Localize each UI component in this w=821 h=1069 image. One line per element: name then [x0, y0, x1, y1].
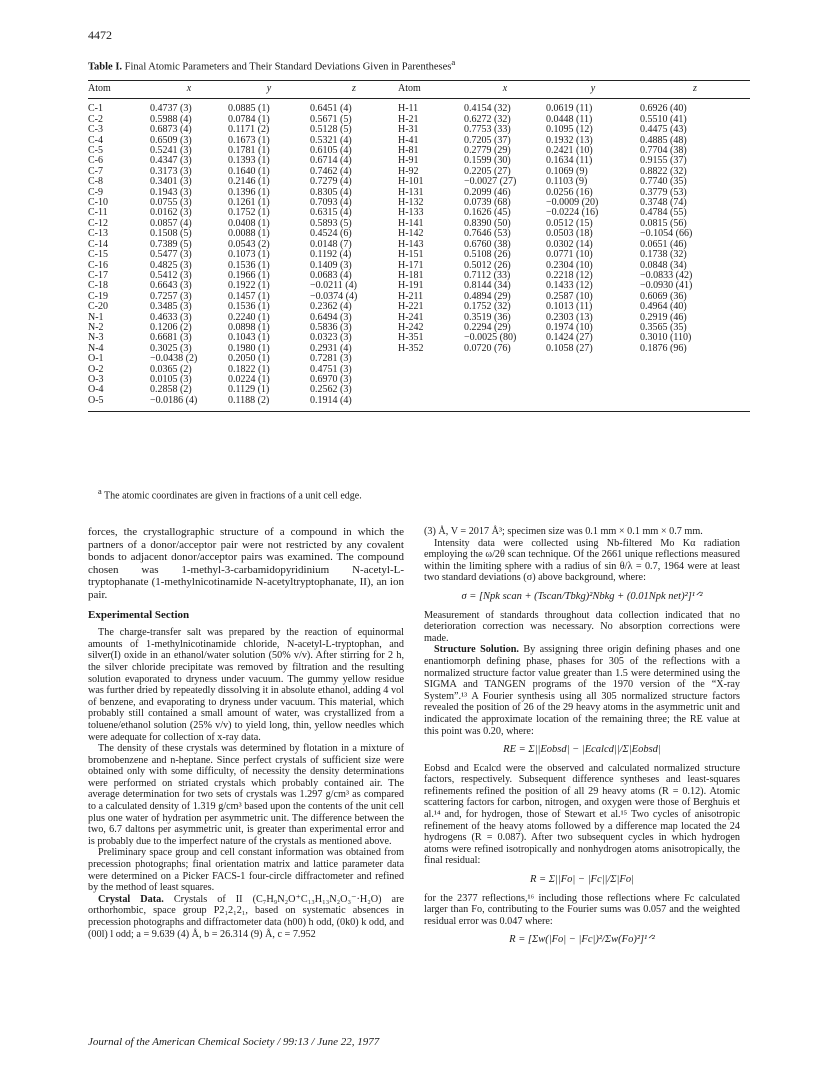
cell-atom: O-3	[88, 373, 104, 385]
cell-x-2: 0.7646 (53)	[464, 228, 511, 240]
cell-z-2: 0.1738 (32)	[640, 249, 687, 261]
cell-z-2	[640, 385, 750, 395]
cell-y: 0.1393 (1)	[228, 155, 270, 167]
cell-x-2	[464, 365, 546, 375]
cell-x-2: 0.7112 (33)	[464, 269, 511, 281]
cell-atom: O-2	[88, 363, 104, 375]
cell-y-2: 0.2421 (10)	[546, 145, 593, 157]
header-y: y	[228, 81, 310, 99]
cell-atom-2: H-21	[398, 113, 419, 125]
cell-atom: N-4	[88, 342, 104, 354]
table-row	[88, 99, 750, 115]
cell-z-2: 0.7740 (35)	[640, 176, 687, 188]
cell-y-2: 0.0503 (18)	[546, 228, 593, 240]
cell-y-2: 0.1424 (27)	[546, 332, 593, 344]
table-row	[88, 250, 750, 260]
cell-atom: O-5	[88, 396, 150, 412]
cell-atom-2: H-31	[398, 124, 419, 136]
cell-atom-2: H-141	[398, 217, 424, 229]
cell-x-2: −0.0025 (80)	[464, 332, 517, 344]
cell-x: 0.3025 (3)	[150, 342, 192, 354]
section-heading: Experimental Section	[88, 608, 190, 621]
cell-x-2: 0.2205 (27)	[464, 165, 511, 177]
cell-y: 0.1922 (1)	[228, 280, 270, 292]
cell-x-2: 0.7205 (37)	[464, 134, 511, 146]
cell-atom-2: H-142	[398, 228, 424, 240]
cell-z-2	[640, 396, 750, 412]
cell-z: 0.7462 (4)	[310, 165, 352, 177]
cell-y: 0.1781 (1)	[228, 145, 270, 157]
cell-y: 0.1171 (2)	[228, 124, 270, 136]
refinement-paragraph: Eobsd and Ecalcd were the observed and calculated normalized structure factors, respectively. Subsequent difference syntheses and least-squares refinements refined the position of all 29 heavy atoms (R = 0.12). Atomic scattering factors for carbon, nitrogen, and oxygen were those of Berghuis et al.¹⁴ and, for hydrogen, those of Stewart et al.¹⁵ Two cycles of anisotropic refinement of the heavy atoms followed by a difference map located the 24 hydrogens (R = 0.087). After two subsequent cycles in which hydrogen atoms were refined isotropically and nonhydrogen atoms anisotropically, the final residual:	[424, 762, 740, 867]
cell-y: 0.0898 (1)	[228, 321, 270, 333]
header-atom-2: Atom	[398, 81, 464, 99]
cell-y-2: 0.1634 (11)	[546, 155, 593, 167]
cell-z: 0.1192 (4)	[310, 249, 352, 261]
cell-x-2: 0.6760 (38)	[464, 238, 511, 250]
cell-z: 0.5128 (5)	[310, 124, 352, 136]
cell-x: 0.5241 (3)	[150, 145, 192, 157]
cell-z-2: 0.3748 (74)	[640, 197, 687, 209]
cell-z: 0.1409 (3)	[310, 259, 352, 271]
cell-y-2: 0.0256 (16)	[546, 186, 593, 198]
cell-z: 0.6315 (4)	[310, 207, 352, 219]
cell-atom: C-3	[88, 124, 103, 136]
residual-paragraph: for the 2377 reflections,¹⁶ including those reflections where Fc calculated larger than Fo, contributing to the Fourier sums was 0.057 and the weighted residual error was 0.047 where:	[424, 892, 740, 927]
cell-x-2: 0.8390 (50)	[464, 217, 511, 229]
cell-z-2: 0.4784 (55)	[640, 207, 687, 219]
structure-solution-text: By assigning three origin defining phases and one enantiomorph defining phase, phases for 305 of the reflections with a normalized structure factor value greater than 1.5 were determined using the SIGMA and TANGEN programs of the 1970 version of the “X-ray System”.¹³ A Fourier synthesis using all 305 normalized structure factors revealed the position of 26 of the 29 heavy atoms in the asymmetric unit and indicated the approximate location of the remaining three; the RE value at this point was 0.20, where:	[424, 644, 740, 737]
cell-atom-2	[398, 385, 464, 395]
space-group-paragraph: Preliminary space group and cell constant information was obtained from precession photographs; final orientation matrix and lattice parameter data were determined on a Picker FACS-1 four-circle diffractometer and refined by the method of least squares.	[88, 847, 404, 894]
cell-atom-2: H-92	[398, 165, 419, 177]
cell-atom: C-13	[88, 228, 108, 240]
table-caption	[88, 57, 748, 73]
cell-x-2	[464, 396, 546, 412]
cell-x-2: 0.7753 (33)	[464, 124, 511, 136]
cell-y-2: 0.1932 (13)	[546, 134, 593, 146]
cell-y: 0.0408 (1)	[228, 217, 270, 229]
cell-y: 0.1752 (1)	[228, 207, 270, 219]
cell-z: 0.4524 (6)	[310, 228, 352, 240]
cell-atom: C-16	[88, 259, 108, 271]
cell-atom-2: H-81	[398, 145, 419, 157]
cell-atom-2: H-143	[398, 238, 424, 250]
cell-z: 0.2362 (4)	[310, 301, 352, 313]
atomic-parameters-table	[88, 80, 750, 412]
cell-x: 0.2858 (2)	[150, 384, 192, 396]
structure-solution-paragraph	[424, 644, 740, 737]
cell-x: 0.0857 (4)	[150, 217, 192, 229]
cell-y: 0.0543 (2)	[228, 238, 270, 250]
cell-atom: C-10	[88, 197, 108, 209]
cell-x: 0.1206 (2)	[150, 321, 192, 333]
cell-z-2: 0.3779 (53)	[640, 186, 687, 198]
cell-z-2: −0.0833 (42)	[640, 269, 693, 281]
cell-z: −0.0211 (4)	[310, 280, 357, 292]
cell-z: 0.5893 (5)	[310, 217, 352, 229]
cell-z: 0.2931 (4)	[310, 342, 352, 354]
cell-z: 0.5671 (5)	[310, 113, 352, 125]
cell-y-2: −0.0224 (16)	[546, 207, 599, 219]
cell-atom: C-2	[88, 113, 103, 125]
cell-x: 0.6509 (3)	[150, 134, 192, 146]
cell-y-2	[546, 385, 640, 395]
cell-x-2: 0.2779 (29)	[464, 145, 511, 157]
cell-x: 0.7389 (5)	[150, 238, 192, 250]
cell-y: 0.1188 (2)	[228, 396, 310, 412]
cell-x: 0.1508 (5)	[150, 228, 192, 240]
cell-z-2	[640, 375, 750, 385]
cell-z-2: 0.6069 (36)	[640, 290, 687, 302]
cell-y-2	[546, 354, 640, 364]
weighted-r-equation: R = [Σw(|Fo| − |Fc|)²/Σw(Fo)²]¹ᐟ²	[509, 934, 655, 946]
re-equation: RE = Σ||Eobsd| − |Ecalcd||/Σ|Eobsd|	[503, 744, 661, 756]
cell-x-2: 0.4894 (29)	[464, 290, 511, 302]
cell-x-2: 0.1626 (45)	[464, 207, 511, 219]
cell-x-2: 0.5108 (26)	[464, 249, 511, 261]
cell-atom: C-9	[88, 186, 103, 198]
table-footnote	[98, 487, 362, 501]
cell-z: 0.4751 (3)	[310, 363, 352, 375]
cell-z: 0.0683 (4)	[310, 269, 352, 281]
crystal-data-runin: Crystal Data.	[98, 893, 164, 905]
cell-atom-2: H-151	[398, 249, 424, 261]
cell-z-2: 0.7704 (38)	[640, 145, 687, 157]
cell-x-2: 0.1752 (32)	[464, 301, 511, 313]
cell-atom: C-4	[88, 134, 103, 146]
cell-atom-2: H-191	[398, 280, 424, 292]
cell-atom: C-20	[88, 301, 108, 313]
cell-y-2: 0.2303 (13)	[546, 311, 593, 323]
cell-y-2: 0.0771 (10)	[546, 249, 593, 261]
header-z: z	[310, 81, 398, 99]
cell-atom-2: H-242	[398, 321, 424, 333]
cell-atom: C-7	[88, 165, 103, 177]
cell-y: 0.0885 (1)	[228, 103, 270, 115]
cell-x-2: 0.0739 (68)	[464, 197, 511, 209]
cell-z-2	[640, 354, 750, 364]
cell-y: 0.1129 (1)	[228, 384, 270, 396]
cell-atom: C-15	[88, 249, 108, 261]
preparation-paragraph: The charge-transfer salt was prepared by the reaction of equinormal amounts of 1-methylnicotinamide chloride, N-acetyl-L-tryptophan, and silver(I) oxide in an ethanol/water solution (50% v/v). After stirring for 2 h, the silver chloride precipitate was removed by filtration and the resulting solution evaporated to dryness under vacuum. The gummy yellow residue was further dried by repeatedly dissolving it in absolute ethanol, adding 4 vol of benzene, and evaporating to dryness under vacuum. This material, which probably still contained a small amount of water, was crystallized from a toluene/ethanol solution (25% v/v) to yield long, thin, yellow needles which were adequate for collection of x-ray data.	[88, 627, 404, 743]
cell-atom: O-1	[88, 353, 104, 365]
intro-paragraph: forces, the crystallographic structure of a compound in which the partners of a donor/acceptor pair were not restricted by any covalent bonds to adjacent donor/acceptor pairs was examined. The compound chosen was 1-methyl-3-carbamidopyridinium N-acetyl-L-tryptophanate (1-methylnicotinamide N-acetyltryptophanate, II), an ion pair.	[88, 526, 404, 601]
cell-atom-2: H-11	[398, 103, 419, 115]
cell-atom-2: H-241	[398, 311, 424, 323]
cell-volume-paragraph: (3) Å, V = 2017 Å³; specimen size was 0.1 mm × 0.1 mm × 0.7 mm.	[424, 526, 703, 537]
cell-z-2: 0.0848 (34)	[640, 259, 687, 271]
cell-y-2: 0.0302 (14)	[546, 238, 593, 250]
cell-y-2: 0.1095 (12)	[546, 124, 593, 136]
crystal-data-text: Crystals of II (C₇H₉N₂O⁺C₁₃H₁₃N₂O₃⁻·H₂O) are orthorhombic, space group P2₁2₁2₁, based on systematic absences in precession photographs and diffractometer data (h00) h odd, (0k0) k odd, and (00l) l odd; a = 9.639 (4) Å, b = 26.314 (9) Å, c = 7.952	[88, 893, 404, 940]
table-caption-text: Final Atomic Parameters and Their Standard Deviations Given in Parentheses	[124, 61, 452, 73]
cell-z-2: 0.0651 (46)	[640, 238, 687, 250]
cell-y: 0.1043 (1)	[228, 332, 270, 344]
cell-x-2	[464, 375, 546, 385]
cell-x: 0.5412 (3)	[150, 269, 192, 281]
cell-x: 0.5477 (3)	[150, 249, 192, 261]
cell-x: 0.0365 (2)	[150, 363, 192, 375]
cell-y-2: 0.1069 (9)	[546, 165, 588, 177]
cell-atom: C-17	[88, 269, 108, 281]
cell-atom: N-1	[88, 311, 104, 323]
cell-atom: O-4	[88, 384, 104, 396]
cell-z-2: 0.0815 (56)	[640, 217, 687, 229]
cell-z: −0.0374 (4)	[310, 290, 358, 302]
cell-x-2: 0.2099 (46)	[464, 186, 511, 198]
cell-y-2: 0.1974 (10)	[546, 321, 593, 333]
table-row	[88, 396, 750, 412]
cell-atom-2	[398, 396, 464, 412]
header-atom: Atom	[88, 81, 150, 99]
cell-atom-2	[398, 365, 464, 375]
cell-x: 0.4825 (3)	[150, 259, 192, 271]
structure-solution-runin: Structure Solution.	[434, 644, 519, 656]
cell-atom: C-14	[88, 238, 108, 250]
cell-atom-2: H-91	[398, 155, 419, 167]
cell-z: 0.8305 (4)	[310, 186, 352, 198]
cell-z: 0.0323 (3)	[310, 332, 352, 344]
left-column	[88, 526, 404, 940]
cell-y-2: 0.0619 (11)	[546, 103, 593, 115]
cell-z: 0.6105 (4)	[310, 145, 352, 157]
cell-y-2: 0.0448 (11)	[546, 113, 593, 125]
footnote-text: The atomic coordinates are given in fractions of a unit cell edge.	[104, 490, 362, 502]
cell-z: 0.1914 (4)	[310, 396, 398, 412]
cell-atom: C-19	[88, 290, 108, 302]
header-x: x	[150, 81, 228, 99]
cell-x-2: 0.8144 (34)	[464, 280, 511, 292]
table-body	[88, 99, 750, 412]
cell-y: 0.1966 (1)	[228, 269, 270, 281]
cell-atom-2	[398, 375, 464, 385]
table-header-row	[88, 81, 750, 99]
cell-z-2: 0.9155 (37)	[640, 155, 687, 167]
header-z-2: z	[640, 81, 750, 99]
cell-x: 0.3401 (3)	[150, 176, 192, 188]
cell-y-2: 0.2587 (10)	[546, 290, 593, 302]
cell-x: 0.3173 (3)	[150, 165, 192, 177]
cell-z-2: −0.1054 (66)	[640, 228, 693, 240]
cell-atom: C-12	[88, 217, 108, 229]
cell-atom: C-11	[88, 207, 108, 219]
table-caption-label: Table I.	[88, 61, 123, 73]
cell-y: 0.1980 (1)	[228, 342, 270, 354]
cell-atom-2: H-211	[398, 290, 424, 302]
cell-x: −0.0186 (4)	[150, 396, 228, 412]
cell-x-2	[464, 385, 546, 395]
cell-y-2: 0.1103 (9)	[546, 176, 588, 188]
cell-atom-2: H-101	[398, 176, 424, 188]
cell-x: 0.6873 (4)	[150, 124, 192, 136]
cell-z-2: 0.4964 (40)	[640, 301, 687, 313]
cell-atom-2	[398, 354, 464, 364]
cell-y: 0.1261 (1)	[228, 197, 270, 209]
cell-z: 0.7279 (4)	[310, 176, 352, 188]
cell-z-2: −0.0930 (41)	[640, 280, 693, 292]
cell-x-2: 0.4154 (32)	[464, 103, 511, 115]
cell-x: 0.5988 (4)	[150, 113, 192, 125]
cell-x: 0.3485 (3)	[150, 301, 192, 313]
cell-y-2: 0.1013 (11)	[546, 301, 593, 313]
cell-x: 0.0755 (3)	[150, 197, 192, 209]
cell-y: 0.1073 (1)	[228, 249, 270, 261]
table-row	[88, 302, 750, 312]
cell-x-2: 0.6272 (32)	[464, 113, 511, 125]
cell-atom-2: H-131	[398, 186, 424, 198]
cell-x-2: 0.1599 (30)	[464, 155, 511, 167]
cell-y-2: 0.1058 (27)	[546, 342, 593, 354]
cell-y: 0.0224 (1)	[228, 373, 270, 385]
measurement-paragraph: Measurement of standards throughout data collection indicated that no deterioration correction was necessary. No absorption corrections were made.	[424, 609, 740, 644]
cell-z-2: 0.5510 (41)	[640, 113, 687, 125]
right-column	[424, 526, 740, 953]
cell-atom: C-6	[88, 155, 103, 167]
cell-atom-2: H-351	[398, 332, 424, 344]
cell-x: 0.4347 (3)	[150, 155, 192, 167]
sigma-equation: σ = [Npk scan + (Tscan/Tbkg)²Nbkg + (0.01Npk net)²]¹ᐟ²	[461, 590, 703, 602]
cell-atom-2: H-221	[398, 301, 424, 313]
cell-z-2: 0.4475 (43)	[640, 124, 687, 136]
cell-y-2: 0.2218 (12)	[546, 269, 593, 281]
cell-x: 0.4737 (3)	[150, 103, 192, 115]
cell-y: 0.1673 (1)	[228, 134, 270, 146]
journal-footer: Journal of the American Chemical Society / 99:13 / June 22, 1977	[88, 1036, 380, 1048]
cell-y: 0.1536 (1)	[228, 259, 270, 271]
crystal-data-paragraph	[88, 894, 404, 940]
cell-z: 0.0148 (7)	[310, 238, 352, 250]
cell-x-2: 0.5012 (26)	[464, 259, 511, 271]
cell-atom: C-8	[88, 176, 103, 188]
cell-x-2: −0.0027 (27)	[464, 176, 517, 188]
cell-atom-2: H-133	[398, 207, 424, 219]
cell-y: 0.2050 (1)	[228, 353, 270, 365]
cell-z: 0.6970 (3)	[310, 373, 352, 385]
footnote-mark: a	[98, 487, 102, 496]
cell-z: 0.7281 (3)	[310, 353, 352, 365]
page-number: 4472	[88, 28, 112, 42]
cell-x-2: 0.3519 (36)	[464, 311, 511, 323]
cell-x-2: 0.0720 (76)	[464, 342, 511, 354]
intensity-paragraph: Intensity data were collected using Nb-filtered Mo Kα radiation employing the ω/2θ scan technique. Of the 2661 unique reflections measured within the limiting sphere with a radius of sin θ/λ = 0.7, 1964 were at least two standard deviations (σ) above background, where:	[424, 537, 740, 584]
cell-x: 0.0105 (3)	[150, 373, 192, 385]
cell-y-2: 0.1433 (12)	[546, 280, 593, 292]
cell-y-2: 0.2304 (10)	[546, 259, 593, 271]
cell-atom-2: H-352	[398, 342, 424, 354]
cell-x: 0.1943 (3)	[150, 186, 192, 198]
cell-atom: N-2	[88, 321, 104, 333]
cell-y: 0.0088 (1)	[228, 228, 270, 240]
cell-atom-2: H-41	[398, 134, 419, 146]
cell-y-2	[546, 375, 640, 385]
cell-atom: C-5	[88, 145, 103, 157]
density-paragraph: The density of these crystals was determined by flotation in a mixture of bromobenzene and n-heptane. Since perfect crystals of sufficient size were obtained only with some difficulty, of necessity the density determinations were performed on striated crystals which probably contained air. The average determination for two sets of crystals was 1.297 g/cm³ as compared to a calculated density of 1.319 g/cm³ based upon the contents of the unit cell plus one water of hydration per asymmetric unit. The difference between the two, 6.7 daltons per asymmetric unit, is greater than experimental error and is probably due to the imperfect nature of the crystals as mentioned above.	[88, 743, 404, 847]
cell-y-2: 0.0512 (15)	[546, 217, 593, 229]
cell-atom: C-1	[88, 103, 103, 115]
cell-y: 0.1457 (1)	[228, 290, 270, 302]
cell-z: 0.6451 (4)	[310, 103, 352, 115]
cell-y-2	[546, 365, 640, 375]
table-row	[88, 354, 750, 364]
cell-x: 0.6681 (3)	[150, 332, 192, 344]
cell-x-2	[464, 354, 546, 364]
cell-y: 0.2240 (1)	[228, 311, 270, 323]
cell-y-2: −0.0009 (20)	[546, 197, 599, 209]
cell-x: 0.0162 (3)	[150, 207, 192, 219]
cell-atom-2: H-132	[398, 197, 424, 209]
table-caption-mark: a	[451, 57, 456, 67]
cell-x-2: 0.2294 (29)	[464, 321, 511, 333]
cell-z: 0.7093 (4)	[310, 197, 352, 209]
cell-z: 0.6714 (4)	[310, 155, 352, 167]
cell-z-2: 0.1876 (96)	[640, 342, 687, 354]
cell-y: 0.0784 (1)	[228, 113, 270, 125]
cell-x: 0.7257 (3)	[150, 290, 192, 302]
cell-x: −0.0438 (2)	[150, 353, 198, 365]
cell-y: 0.1396 (1)	[228, 186, 270, 198]
header-x-2: x	[464, 81, 546, 99]
cell-atom-2: H-181	[398, 269, 424, 281]
cell-x: 0.4633 (3)	[150, 311, 192, 323]
cell-atom: N-3	[88, 332, 104, 344]
cell-y: 0.1822 (1)	[228, 363, 270, 375]
cell-y-2	[546, 396, 640, 412]
cell-y: 0.2146 (1)	[228, 176, 270, 188]
cell-y: 0.1536 (1)	[228, 301, 270, 313]
cell-atom-2: H-171	[398, 259, 424, 271]
cell-z: 0.2562 (3)	[310, 384, 352, 396]
cell-z-2	[640, 365, 750, 375]
cell-z-2: 0.4885 (48)	[640, 134, 687, 146]
cell-x: 0.6643 (3)	[150, 280, 192, 292]
cell-atom: C-18	[88, 280, 108, 292]
cell-y: 0.1640 (1)	[228, 165, 270, 177]
cell-z: 0.5836 (3)	[310, 321, 352, 333]
cell-z-2: 0.8822 (32)	[640, 165, 687, 177]
cell-z-2: 0.6926 (40)	[640, 103, 687, 115]
cell-z-2: 0.3010 (110)	[640, 332, 692, 344]
r-equation: R = Σ||Fo| − |Fc||/Σ|Fo|	[530, 874, 634, 886]
cell-z: 0.6494 (3)	[310, 311, 352, 323]
cell-z: 0.5321 (4)	[310, 134, 352, 146]
header-y-2: y	[546, 81, 640, 99]
cell-z-2: 0.3565 (35)	[640, 321, 687, 333]
cell-z-2: 0.2919 (46)	[640, 311, 687, 323]
